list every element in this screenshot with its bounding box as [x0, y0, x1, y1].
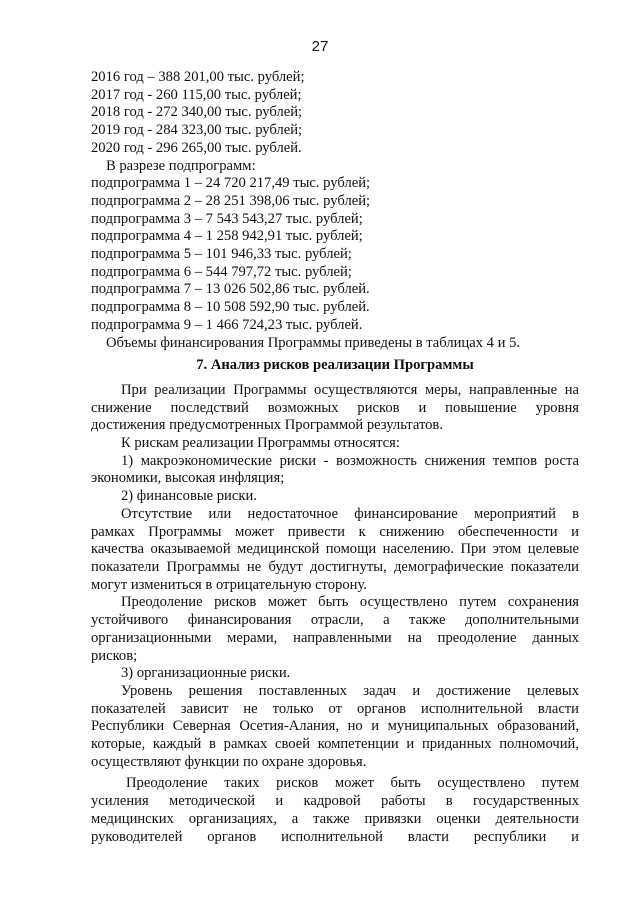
text-line: устойчивого финансирования отрасли, а также дополнительными [91, 612, 579, 629]
document-body [91, 69, 579, 846]
paragraph-goals-level [91, 683, 579, 772]
paragraph-overcoming-organizational [91, 775, 579, 846]
list-item: подпрограмма 5 – 101 946,33 тыс. рублей; [91, 246, 352, 263]
list-item: 2019 год - 284 323,00 тыс. рублей; [91, 122, 303, 139]
text-line: усиления методической и кадровой работы в государственных [91, 793, 579, 810]
text-line: рамках Программы может привести к снижению обеспеченности и [91, 523, 579, 540]
funding-by-year-list [91, 69, 579, 158]
section-heading: 7. Анализ рисков реализации Программы [196, 357, 474, 374]
text-line: При реализации Программы осуществляются меры, направленные на [121, 381, 579, 398]
text-line: показатели Программы не будут достигнуты, демографические показатели [91, 558, 579, 575]
paragraph-risks-intro: К рискам реализации Программы относятся: [121, 435, 400, 452]
text-line: достижения предусмотренных Программой результатов. [91, 417, 443, 434]
text-line: показателей зависит не только от органов исполнительной власти [91, 700, 579, 717]
text-line: Уровень решения поставленных задач и достижение целевых [121, 682, 579, 699]
text-line: руководителей органов исполнительной власти республики и [91, 828, 579, 845]
text-line: 1) макроэкономические риски - возможность снижения темпов роста [121, 452, 579, 469]
list-item: подпрограмма 9 – 1 466 724,23 тыс. рублей. [91, 316, 363, 333]
subprograms-list [91, 175, 579, 334]
text-line: качества оказываемой медицинской помощи населению. При этом целевые [91, 541, 579, 558]
list-item: 2017 год - 260 115,00 тыс. рублей; [91, 86, 302, 103]
text-line: медицинских организациях, а также привязки оценки деятельности [91, 810, 579, 827]
list-item: подпрограмма 3 – 7 543 543,27 тыс. рублей; [91, 210, 363, 227]
list-item: 2016 год – 388 201,00 тыс. рублей; [91, 69, 305, 85]
page-number: 27 [311, 38, 329, 55]
text-line: экономики, высокая инфляция; [91, 470, 285, 487]
paragraph-financial-risks: 2) финансовые риски. [121, 488, 257, 505]
list-item: подпрограмма 2 – 28 251 398,06 тыс. рублей; [91, 192, 371, 209]
paragraph-overcoming-financial [91, 594, 579, 665]
subprograms-intro: В разрезе подпрограмм: [106, 157, 256, 174]
list-item: 2020 год - 296 265,00 тыс. рублей. [91, 139, 302, 156]
text-line: организационными мерами, направленными на преодоление данных [91, 629, 579, 646]
text-line: снижение последствий возможных рисков и повышение уровня [91, 399, 579, 416]
tables-note: Объемы финансирования Программы приведены в таблицах 4 и 5. [106, 334, 521, 351]
text-line: могут измениться в отрицательную сторону. [91, 576, 367, 593]
paragraph-organizational-risks: 3) организационные риски. [121, 665, 291, 682]
text-line: Отсутствие или недостаточное финансирование мероприятий в [121, 505, 579, 522]
list-item: подпрограмма 4 – 1 258 942,91 тыс. рублей; [91, 228, 363, 245]
list-item: подпрограмма 1 – 24 720 217,49 тыс. рублей; [91, 175, 371, 192]
text-line: рисков; [91, 647, 138, 664]
list-item: подпрограмма 6 – 544 797,72 тыс. рублей; [91, 263, 352, 280]
paragraph-macro-risks [91, 453, 579, 488]
paragraph-measures [91, 382, 579, 435]
text-line: которые, каждый в рамках своей компетенции и приданных полномочий, [91, 736, 579, 753]
text-line: осуществляют функции по охране здоровья. [91, 753, 367, 770]
paragraph-funding-shortage [91, 506, 579, 595]
text-line: Преодоление рисков может быть осуществлено путем сохранения [121, 594, 579, 611]
text-line: Преодоление таких рисков может быть осуществлено путем [126, 775, 579, 792]
text-line: Республики Северная Осетия-Алания, но и муниципальных образований, [91, 718, 579, 735]
list-item: подпрограмма 8 – 10 508 592,90 тыс. рублей. [91, 299, 370, 316]
list-item: подпрограмма 7 – 13 026 502,86 тыс. рублей. [91, 281, 370, 298]
list-item: 2018 год - 272 340,00 тыс. рублей; [91, 104, 303, 121]
